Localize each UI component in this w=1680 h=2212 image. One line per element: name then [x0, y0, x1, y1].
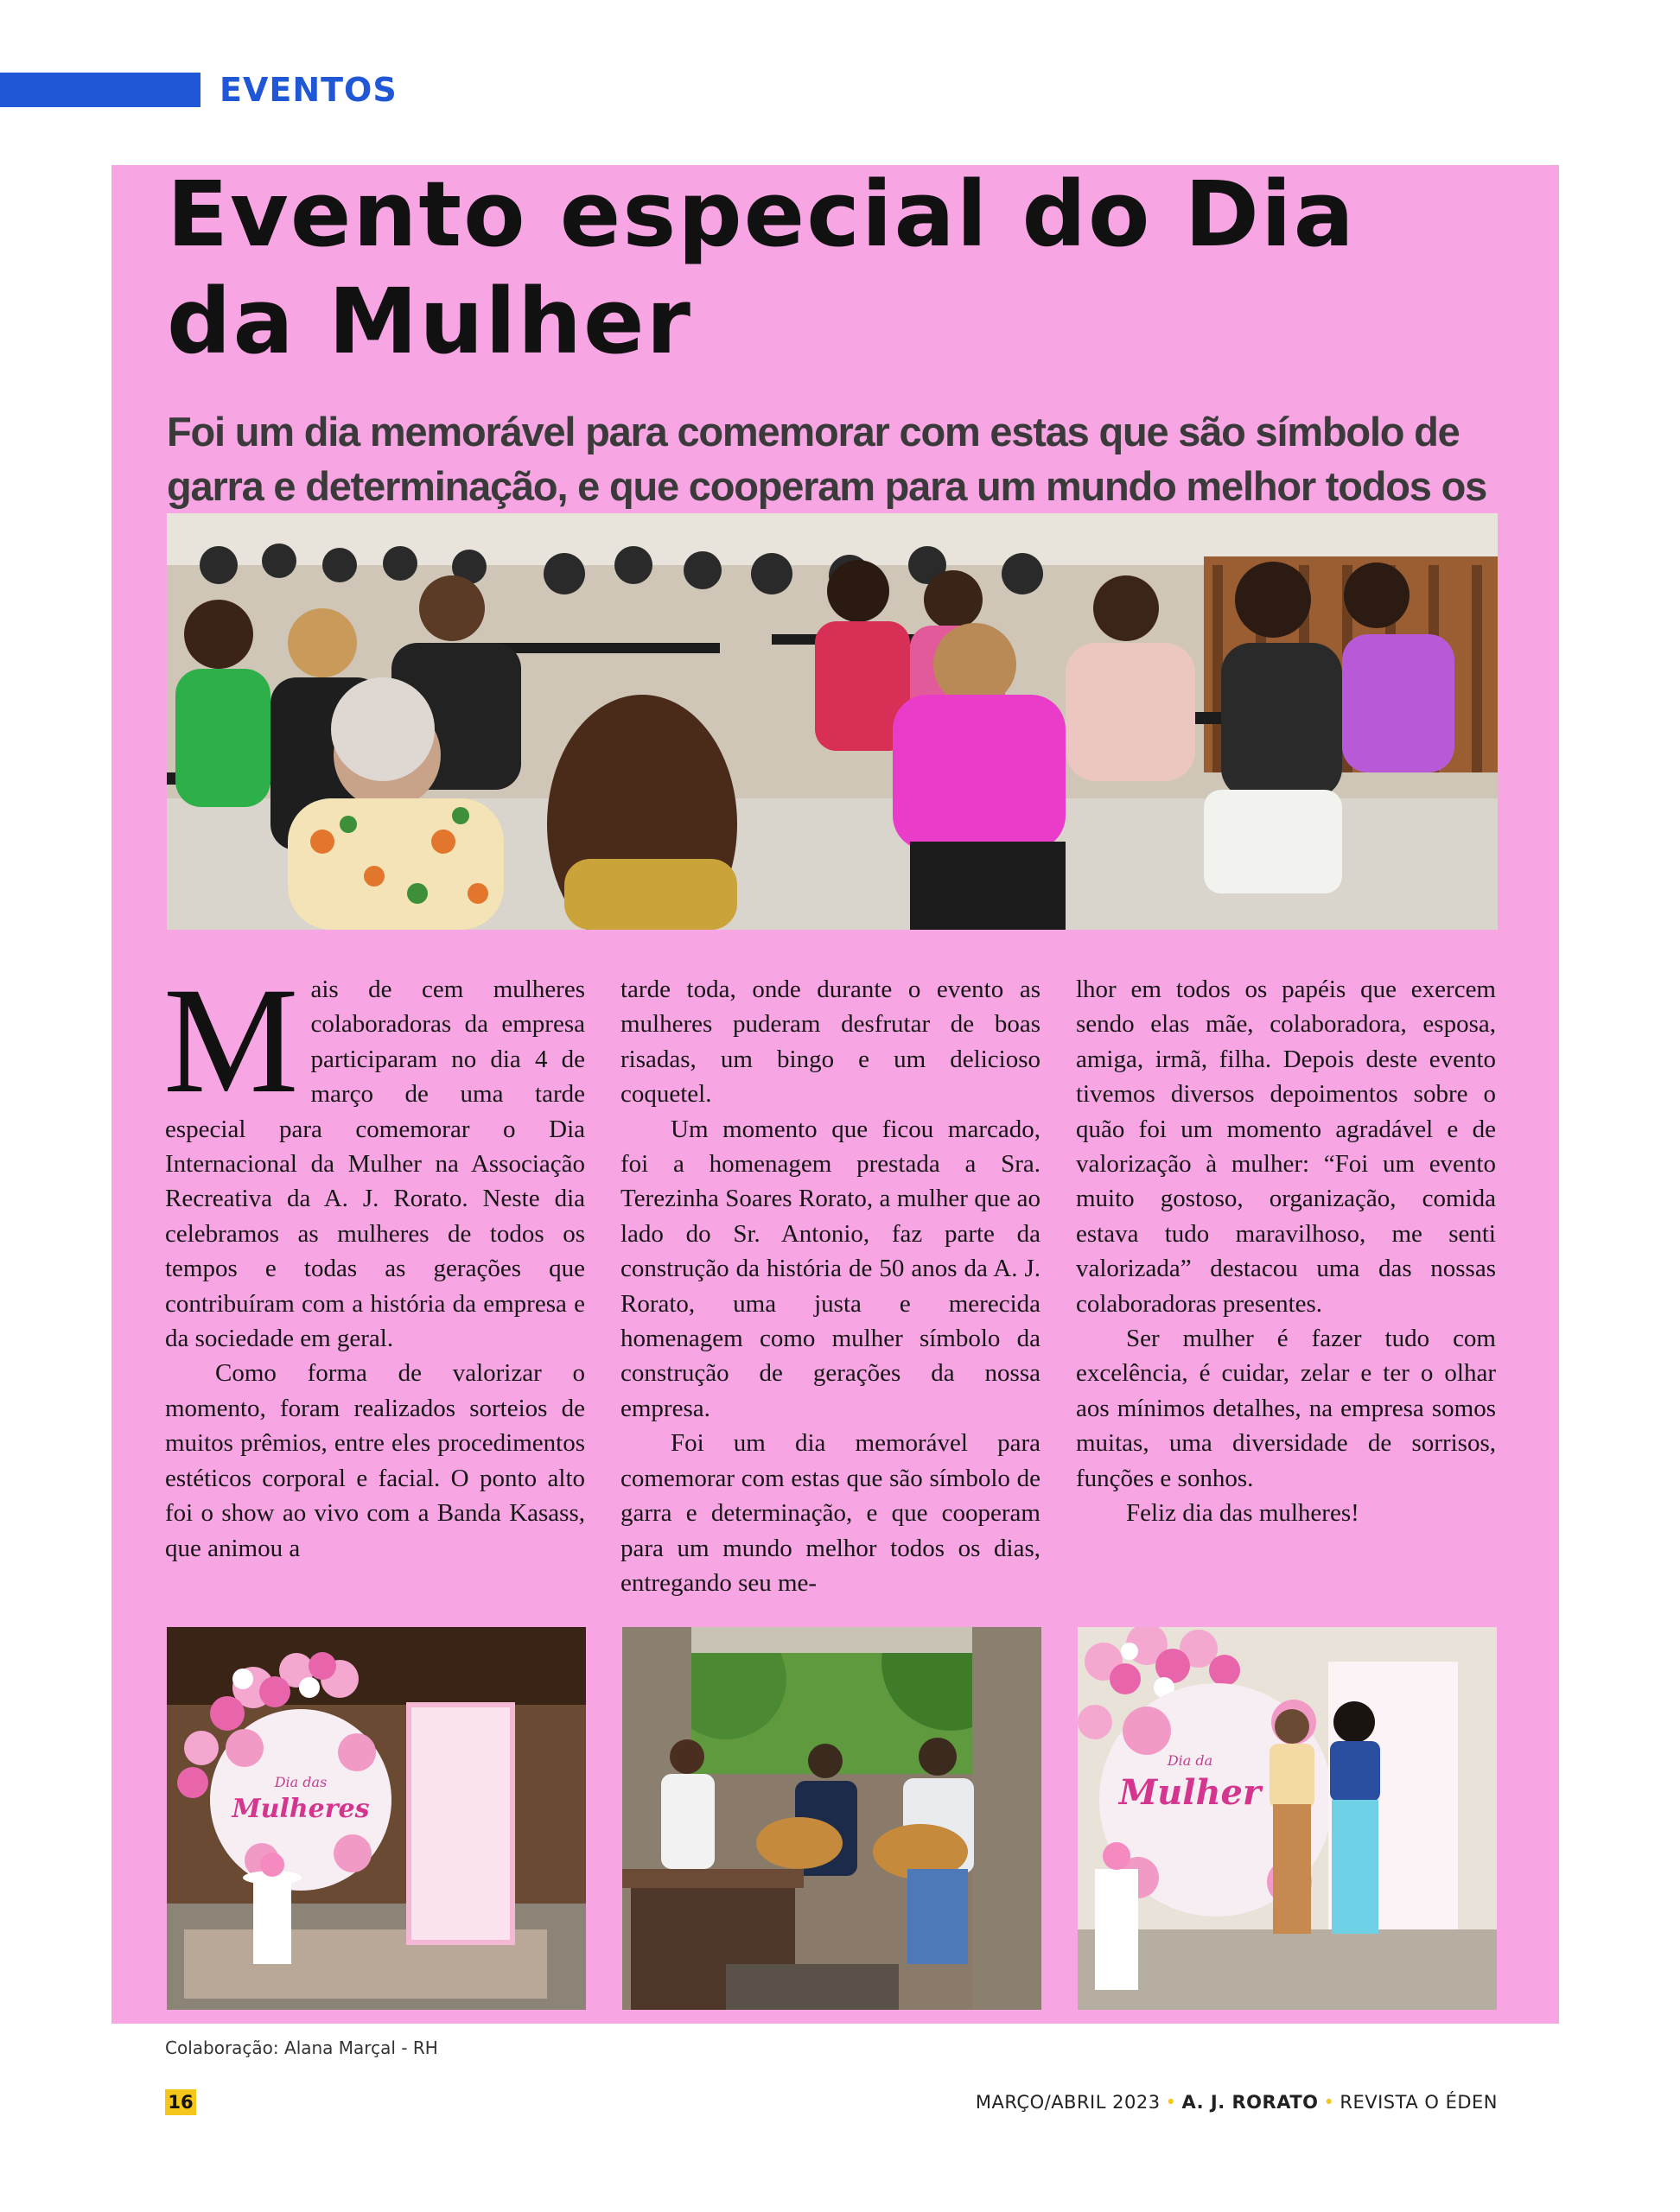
- article-subtitle: Foi um dia memorável para comemorar com estas que são símbolo de garra e determinação, e que cooperam para um mundo melhor todos os: [167, 409, 1487, 509]
- honorees-photo: [1078, 1627, 1497, 2010]
- backdrop-photo: [167, 1627, 586, 2010]
- paragraph-homage: Um momento que ficou marcado, foi a homenagem prestada a Sra. Terezinha Soares Rorato, a mulher que ao lado do Sr. Antonio, faz parte da construção da história de 50 anos da A. J. Rorato, uma justa e merecida homenagem como mulher símbolo da construção de gerações da nossa empresa.: [620, 1115, 1040, 1422]
- article-column-2: [620, 972, 1040, 1600]
- footer-date: MARÇO/ABRIL 2023: [975, 2092, 1161, 2113]
- footer-brand: A. J. RORATO: [1181, 2092, 1319, 2113]
- banner3-line1: Dia da: [1167, 1752, 1213, 1769]
- paragraph-closing: Feliz dia das mulheres!: [1126, 1499, 1359, 1528]
- section-color-bar: [0, 73, 200, 107]
- paragraph-testimonials: lhor em todos os papéis que exercem sendo elas mãe, colaboradora, esposa, amiga, irmã, filha. Depois deste evento tivemos diversos depoimentos sobre o quão foi um momento agradável e de valorização à mulher: “Foi um evento muito gostoso, organização, comida estava tudo maravilhoso, me senti valorizada” destacou uma das nossas colaboradoras presentes.: [1076, 976, 1496, 1318]
- article-column-1: [163, 957, 585, 1566]
- article-column-3: [1076, 972, 1496, 1531]
- footer-magazine: REVISTA O ÉDEN: [1340, 2092, 1498, 2113]
- paragraph-being-woman: Ser mulher é fazer tudo com excelência, é cuidar, zelar e ter o olhar aos mínimos detalhes, na empresa somos muitas, uma diversidade de sorrisos, funções e sonhos.: [1076, 1325, 1496, 1492]
- banner1-line1: Dia das: [274, 1774, 328, 1790]
- article-title: Evento especial do Dia da Mulher: [167, 162, 1356, 374]
- page-number: 16: [165, 2089, 196, 2115]
- banner3-line2: Mulher: [1118, 1772, 1262, 1813]
- paragraph-intro: ais de cem mulheres colaboradoras da empresa participaram no dia 4 de março de uma tarde especial para comemorar o Dia Internacional da Mulher na Associação Recreativa da A. J. Rorato. Neste dia celebramos as mulheres de todos os tempos e todas as gerações que contribuíram com a história da empresa e da sociedade em geral.: [165, 976, 585, 1353]
- article-credit: Colaboração: Alana Marçal - RH: [165, 2037, 438, 2058]
- band-photo: [622, 1627, 1041, 2010]
- paragraph-prizes: Como forma de valorizar o momento, foram realizados sorteios de muitos prêmios, entre eles procedimentos estéticos corporal e facial. O ponto alto foi o show ao vivo com a Banda Kasass, que animou a: [165, 1359, 585, 1562]
- page-footer: [976, 2092, 1498, 2113]
- paragraph-memorable: Foi um dia memorável para comemorar com estas que são símbolo de garra e determinação, e que cooperam para um mundo melhor todos os dias, entregando seu me-: [620, 1429, 1040, 1597]
- section-label: EVENTOS: [220, 71, 398, 109]
- banner1-line2: Mulheres: [232, 1794, 370, 1824]
- main-event-photo: [167, 513, 1498, 930]
- drop-cap: M: [163, 957, 299, 1125]
- footer-separator: •: [1165, 2092, 1177, 2113]
- footer-separator: •: [1323, 2092, 1335, 2113]
- paragraph-afternoon: tarde toda, onde durante o evento as mulheres puderam desfrutar de boas risadas, um bingo e um delicioso coquetel.: [620, 976, 1040, 1109]
